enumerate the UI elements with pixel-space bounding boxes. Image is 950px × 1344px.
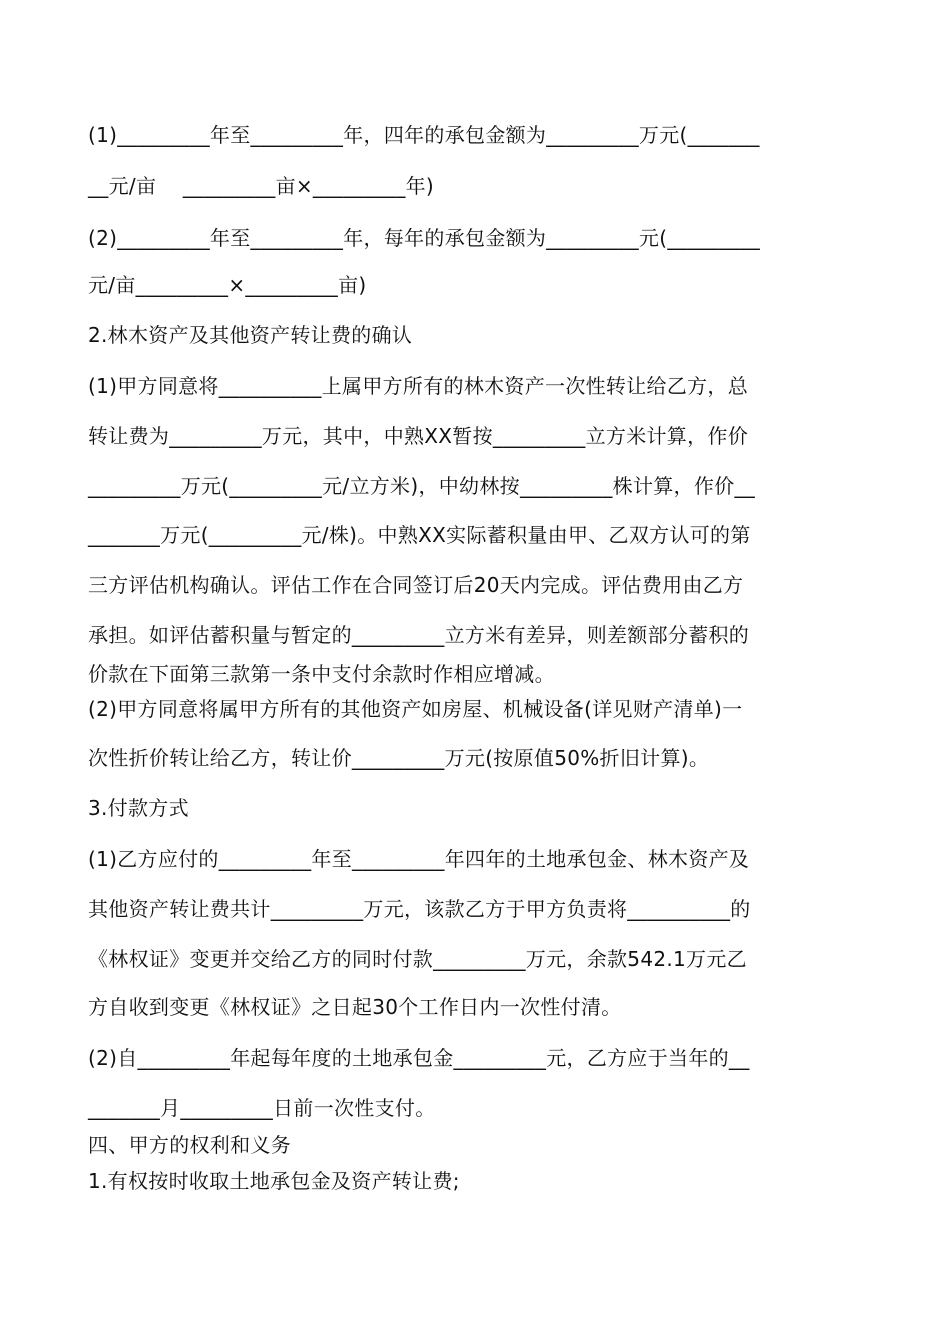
text-line: 转让费为_________万元，其中，中熟XX暂按_________立方米计算，作价 [88,424,749,448]
text-line: (2)甲方同意将属甲方所有的其他资产如房屋、机械设备(详见财产清单)一 [88,697,743,721]
text-line: (1)_________年至_________年，四年的承包金额为_________万元(_______ [88,123,760,147]
text-line: (1)甲方同意将__________上属甲方所有的林木资产一次性转让给乙方，总 [88,374,749,398]
text-line: 承担。如评估蓄积量与暂定的_________立方米有差异，则差额部分蓄积的 [88,623,750,647]
text-line: 元/亩_________×_________亩) [88,273,367,297]
section-heading: 3.付款方式 [88,796,189,820]
text-line: _________万元(_________元/立方米)，中幼林按_________株计算，作价__ [88,474,756,498]
text-line: (2)_________年至_________年，每年的承包金额为_________元(_________ [88,226,761,250]
text-line: 1.有权按时收取土地承包金及资产转让费; [88,1169,460,1193]
text-line: 三方评估机构确认。评估工作在合同签订后20天内完成。评估费用由乙方 [88,573,744,597]
section-heading: 2.林木资产及其他资产转让费的确认 [88,323,413,347]
text-line: (2)自_________年起每年度的土地承包金_________元，乙方应于当年的__ [88,1046,750,1070]
text-line: _______月_________日前一次性支付。 [88,1096,436,1120]
text-line: _______万元(_________元/株)。中熟XX实际蓄积量由甲、乙双方认可的第 [88,523,751,547]
text-line: 价款在下面第三款第一条中支付余款时作相应增减。 [88,662,555,686]
text-line: 次性折价转让给乙方，转让价_________万元(按原值50%折旧计算)。 [88,746,710,770]
text-line: __元/亩 _________亩×_________年) [88,174,435,198]
section-heading: 四、甲方的权利和义务 [88,1133,291,1157]
text-line: 方自收到变更《林权证》之日起30个工作日内一次性付清。 [88,995,622,1019]
text-line: 其他资产转让费共计_________万元，该款乙方于甲方负责将__________的 [88,897,751,921]
text-line: 《林权证》变更并交给乙方的同时付款_________万元，余款542.1万元乙 [88,947,747,971]
text-line: (1)乙方应付的_________年至_________年四年的土地承包金、林木资产及 [88,847,750,871]
